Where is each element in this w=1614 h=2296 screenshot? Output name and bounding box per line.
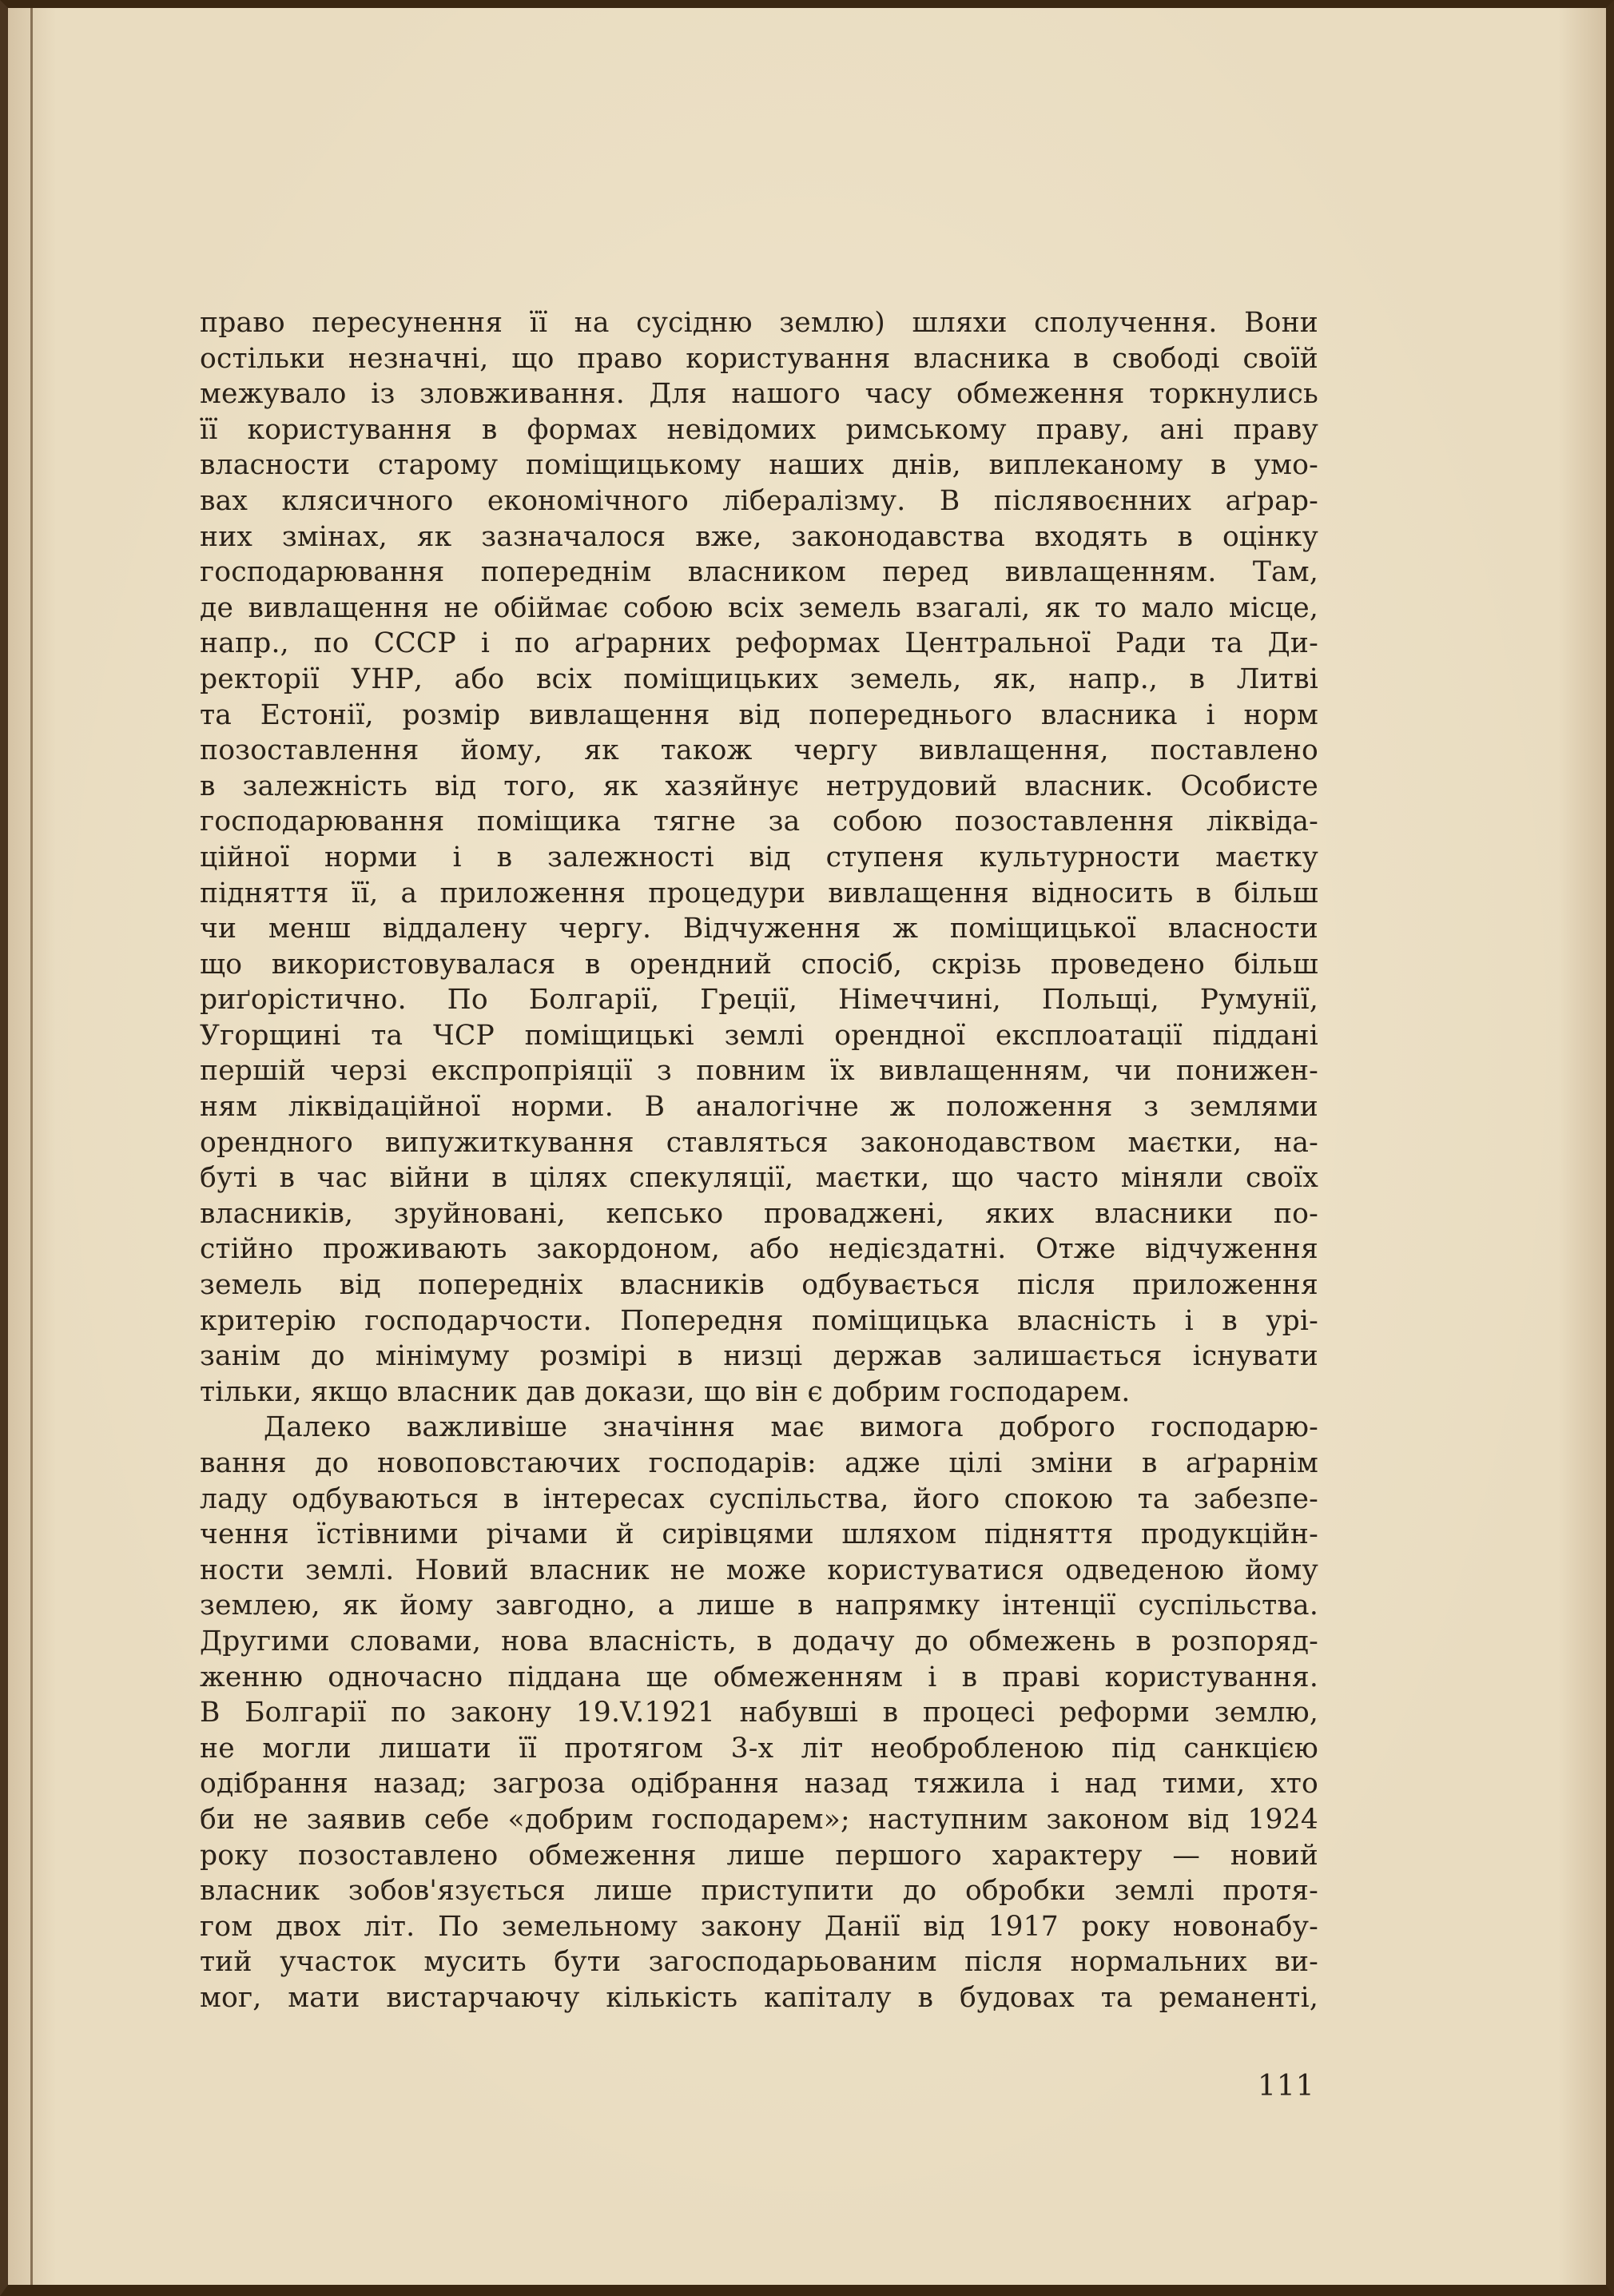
paragraph [200, 305, 1318, 1410]
text-line: господарювання попереднім власником перед вивлащенням. Там, [200, 556, 1318, 589]
text-line: її користування в формах невідомих римському праву, ані праву [200, 413, 1318, 446]
binding-gutter-line [30, 8, 33, 2285]
text-line: Другими словами, нова власність, в додачу до обмежень в розпоряд- [200, 1625, 1318, 1657]
text-line: Угорщині та ЧСР поміщицькі землі орендної експлоатації піддані [200, 1019, 1318, 1052]
text-line: В Болгарії по закону 19.V.1921 набувші в процесі реформи землю, [200, 1697, 1318, 1729]
text-line: що використовувалася в орендний спосіб, скрізь проведено більш [200, 948, 1318, 981]
text-line: року позоставлено обмеження лише першого характеру — новий [200, 1839, 1318, 1872]
text-line: ладу одбуваються в інтересах суспільства, його спокою та забезпе- [200, 1482, 1318, 1515]
text-line: би не заявив себе «добрим господарем»; наступним законом від 1924 [200, 1803, 1318, 1836]
page-number: 111 [1258, 2070, 1315, 2103]
text-line: чи менш віддалену чергу. Відчуження ж поміщицької власности [200, 913, 1318, 945]
text-line: господарювання поміщика тягне за собою позоставлення ліквіда- [200, 806, 1318, 838]
text-line: де вивлащення не обіймає собою всіх земель взагалі, як то мало місце, [200, 591, 1318, 624]
text-line: підняття її, а приложення процедури вивлащення відносить в більш [200, 877, 1318, 909]
text-line: женню одночасно піддана ще обмеженням і в праві користування. [200, 1661, 1318, 1693]
text-line: буті в час війни в цілях спекуляції, маєтки, що часто міняли своїх [200, 1162, 1318, 1195]
text-line: них змінах, як зазначалося вже, законодавства входять в оцінку [200, 520, 1318, 553]
text-line: право пересунення її на сусідню землю) шляхи сполучення. Вони [200, 307, 1318, 339]
text-line: ційної норми і в залежності від ступеня культурности маєтку [200, 841, 1318, 873]
text-line: орендного випужиткування ставляться законодавством маєтки, на- [200, 1126, 1318, 1159]
text-line: мог, мати вистарчаючу кількість капіталу в будовах та реманенті, [200, 1981, 1318, 2014]
text-line: не могли лишати її протягом 3-х літ необробленою під санкцією [200, 1732, 1318, 1765]
text-line: першій черзі експропріяції з повним їх вивлащенням, чи понижен- [200, 1055, 1318, 1088]
text-line: остільки незначні, що право користування власника в свободі своїй [200, 342, 1318, 375]
text-line: ности землі. Новий власник не може користуватися одведеною йому [200, 1554, 1318, 1586]
text-line: риґорістично. По Болгарії, Греції, Німеччині, Польщі, Румунії, [200, 984, 1318, 1017]
text-line: критерію господарчости. Попередня поміщицька власність і в урі- [200, 1304, 1318, 1337]
paragraph [200, 1410, 1318, 2015]
text-line: власности старому поміщицькому наших днів, виплеканому в умо- [200, 449, 1318, 482]
text-line: Далеко важливіше значіння має вимога доброго господарю- [264, 1411, 1318, 1444]
text-line: напр., по СССР і по аґрарних реформах Центральної Ради та Ди- [200, 627, 1318, 660]
text-line: та Естонії, розмір вивлащення від попереднього власника і норм [200, 698, 1318, 731]
text-line: вання до новоповстаючих господарів: адже цілі зміни в аґрарнім [200, 1447, 1318, 1479]
text-line: власник зобов'язується лише приступити до обробки землі протя- [200, 1875, 1318, 1908]
text-line: стійно проживають закордоном, або недієздатні. Отже відчуження [200, 1233, 1318, 1266]
text-line: тільки, якщо власник дав докази, що він є добрим господарем. [200, 1375, 1131, 1408]
text-line: вах клясичного економічного лібералізму. В післявоєнних аґрар- [200, 484, 1318, 517]
text-line: ректорії УНР, або всіх поміщицьких земель, як, напр., в Литві [200, 663, 1318, 695]
text-line: чення їстівними річами й сирівцями шляхом підняття продукційн- [200, 1518, 1318, 1551]
text-line: тий участок мусить бути загосподарьованим після нормальних ви- [200, 1946, 1318, 1979]
text-line: власників, зруйновані, кепсько проваджені, яких власники по- [200, 1197, 1318, 1230]
text-line: гом двох літ. По земельному закону Данії від 1917 року новонабу- [200, 1910, 1318, 1943]
text-line: земель від попередніх власників одбувається після приложення [200, 1269, 1318, 1302]
text-line: межувало із зловживання. Для нашого часу обмеження торкнулись [200, 378, 1318, 411]
text-line: одібрання назад; загроза одібрання назад тяжила і над тими, хто [200, 1768, 1318, 1801]
text-line: в залежність від того, як хазяйнує нетрудовий власник. Особисте [200, 770, 1318, 802]
page-body-text [200, 305, 1318, 2016]
text-line: позоставлення йому, як також чергу вивлащення, поставлено [200, 734, 1318, 767]
text-line: занім до мінімуму розмірі в низці держав залишається існувати [200, 1340, 1318, 1373]
text-line: ням ліквідаційної норми. В аналогічне ж положення з землями [200, 1091, 1318, 1124]
text-line: землею, як йому завгодно, а лише в напрямку інтенції суспільства. [200, 1590, 1318, 1622]
